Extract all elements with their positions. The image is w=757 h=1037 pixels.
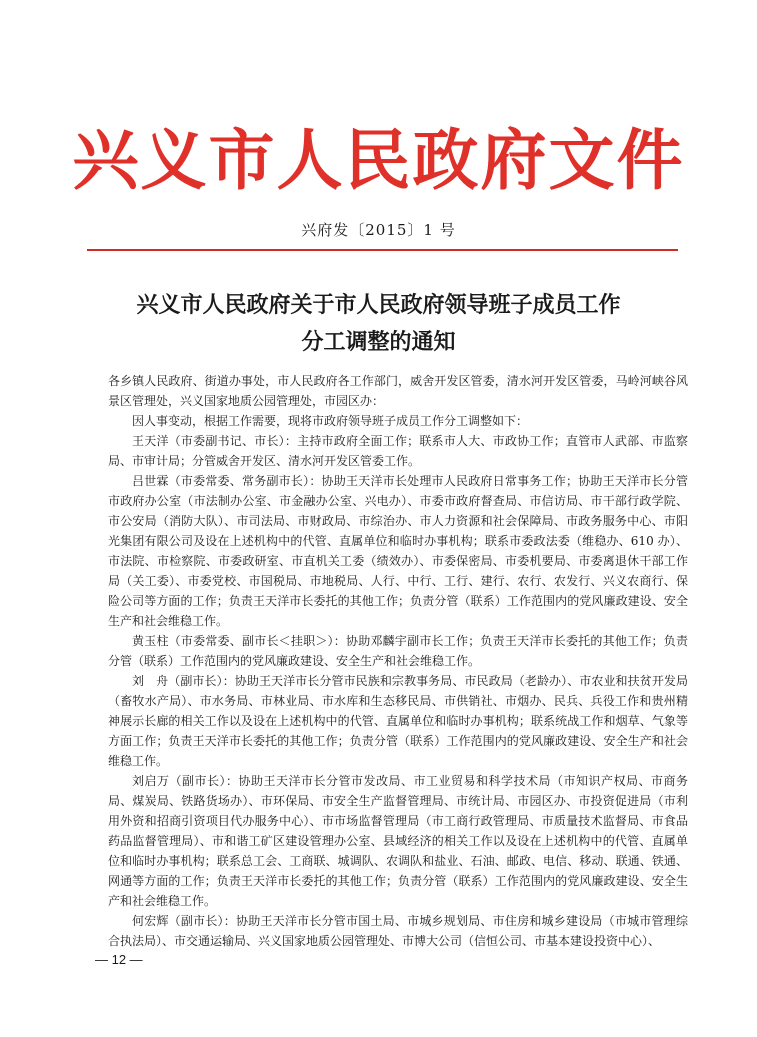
page-number: — 12 —: [95, 952, 143, 967]
duty-paragraph-wang: 王天洋（市委副书记、市长）：主持市政府全面工作；联系市人大、市政协工作；直管市人武部、市监察局、市审计局；分管威舍开发区、清水河开发区管委工作。: [108, 434, 688, 468]
red-divider-line: [87, 249, 678, 251]
duty-paragraph-he: 何宏辉（副市长）：协助王天洋市长分管市国土局、市城乡规划局、市住房和城乡建设局（市城市管理综合执法局）、市交通运输局、兴义国家地质公园管理处、市博大公司（信恒公司、市基本建设投资中心）、: [108, 914, 688, 948]
document-number: 兴府发〔2015〕1 号: [301, 221, 456, 239]
notice-title-line-2: 分工调整的通知: [301, 329, 456, 355]
notice-title: [60, 287, 697, 361]
masthead-title: 兴义市人民政府文件: [72, 121, 685, 199]
duty-paragraph-liu-zhou: 刘 舟（副市长）：协助王天洋市长分管市民族和宗教事务局、市民政局（老龄办）、市农业和扶贫开发局（畜牧水产局）、市水务局、市林业局、市水库和生态移民局、市供销社、市烟办、民兵、兵役工作和贵州精神展示长廊的相关工作以及设在上述机构中的代管、直属单位和临时办事机构；联系统战工作和烟草、气象等方面工作；负责王天洋市长委托的其他工作；负责分管（联系）工作范围内的党风廉政建设、安全生产和社会维稳工作。: [108, 674, 688, 768]
duty-paragraph-huang: 黄玉柱（市委常委、副市长＜挂职＞）：协助邓麟宇副市长工作；负责王天洋市长委托的其他工作；负责分管（联系）工作范围内的党风廉政建设、安全生产和社会维稳工作。: [108, 634, 688, 668]
duty-paragraph-lv: 吕世霖（市委常委、常务副市长）：协助王天洋市长处理市人民政府日常事务工作；协助王天洋市长分管市政府办公室（市法制办公室、市金融办公室、兴电办）、市委市政府督查局、市信访局、市干部行政学院、市公安局（消防大队）、市司法局、市财政局、市综治办、市人力资源和社会保障局、市政务服务中心、市阳光集团有限公司及设在上述机构中的代管、直属单位和临时办事机构；联系市委政法委（维稳办、610 办）、市法院、市检察院、市委政研室、市直机关工委（绩效办）、市委保密局、市委机要局、市委离退休干部工作局（关工委）、市委党校、市国税局、市地税局、人行、中行、工行、建行、农行、农发行、兴义农商行、保险公司等方面的工作；负责王天洋市长委托的其他工作；负责分管（联系）工作范围内的党风廉政建设、安全生产和社会维稳工作。: [108, 474, 688, 628]
duty-paragraph-liu-qiwan: 刘启万（副市长）：协助王天洋市长分管市发改局、市工业贸易和科学技术局（市知识产权局、市商务局、煤炭局、铁路货场办）、市环保局、市安全生产监督管理局、市统计局、市园区办、市投资促进局（市利用外资和招商引资项目代办服务中心）、市市场监督管理局（市工商行政管理局、市质量技术监督局、市食品药品监督管理局）、市和谐工矿区建设管理办公室、县域经济的相关工作以及设在上述机构中的代管、直属单位和临时办事机构；联系总工会、工商联、城调队、农调队和盐业、石油、邮政、电信、移动、联通、铁通、网通等方面的工作；负责王天洋市长委托的其他工作；负责分管（联系）工作范围内的党风廉政建设、安全生产和社会维稳工作。: [108, 774, 688, 908]
intro-paragraph: 因人事变动，根据工作需要，现将市政府领导班子成员工作分工调整如下：: [132, 414, 529, 428]
notice-title-line-1: 兴义市人民政府关于市人民政府领导班子成员工作: [136, 292, 621, 318]
notice-body: [108, 371, 688, 951]
addressee-paragraph: 各乡镇人民政府、街道办事处，市人民政府各工作部门，威舍开发区管委，清水河开发区管委，马岭河峡谷风景区管理处，兴义国家地质公园管理处，市园区办：: [108, 374, 688, 408]
